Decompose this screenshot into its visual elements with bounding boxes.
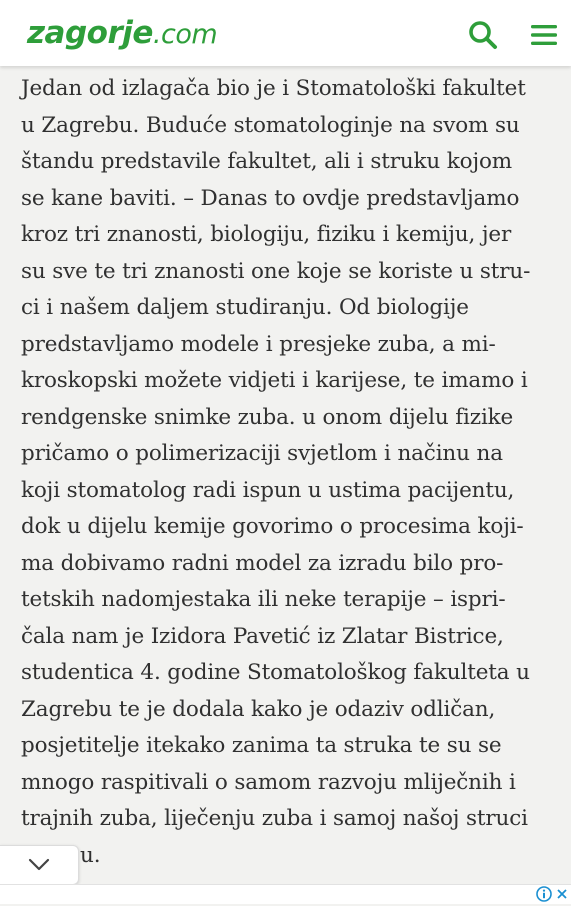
article-text-line: štandu predstavile fakultet, ali i struku kojom <box>21 149 512 174</box>
hamburger-menu-icon <box>528 20 560 50</box>
article-text-line: u Zagrebu. Buduće stomatologinje na svom su <box>21 113 520 138</box>
ad-close-button[interactable] <box>555 886 569 902</box>
article-text-line: predstavljamo modele i presjeke zuba, a mi- <box>21 332 496 357</box>
article-text-line: se kane baviti. – Danas to ovdje predstavljamo <box>21 186 520 211</box>
article-text-line: mnogo raspitivali o samom razvoju mliječnih i <box>21 770 516 795</box>
article-text-line: kroz tri znanosti, biologiju, fiziku i kemiju, jer <box>21 222 512 247</box>
article-text-line: tetskih nadomjestaka ili neke terapije – ispri- <box>21 587 506 612</box>
article-text-line: studentica 4. godine Stomatološkog fakulteta u <box>21 660 530 685</box>
article-text-line: posjetitelje itekako zanima ta struka te su se <box>21 733 502 758</box>
menu-button[interactable] <box>528 20 560 50</box>
logo-brand-text: zagorje <box>27 15 153 51</box>
site-logo[interactable] <box>27 14 217 54</box>
article-text-line: rendgenske snimke zuba. u onom dijelu fizike <box>21 405 514 430</box>
article-body <box>0 66 571 884</box>
article-text-line: čala nam je Izidora Pavetić iz Zlatar Bistrice, <box>21 624 504 649</box>
ad-info-button[interactable] <box>536 886 552 902</box>
article-text-line: ci i našem daljem studiranju. Od biologije <box>21 295 469 320</box>
close-icon <box>555 886 569 902</box>
article-text-line: trajnih zuba, liječenju zuba i samoj našoj struci <box>21 806 528 831</box>
article-text-line: Zagrebu te je dodala kako je odaziv odličan, <box>21 697 496 722</box>
collapse-ad-button[interactable] <box>0 845 79 885</box>
article-text-line: koji stomatolog radi ispun u ustima pacijentu, <box>21 478 515 503</box>
search-icon <box>466 18 500 52</box>
article-text-line: Jedan od izlagača bio je i Stomatološki fakultet <box>21 76 526 101</box>
info-icon <box>536 886 552 902</box>
search-button[interactable] <box>466 18 500 52</box>
article-text-line: ma dobivamo radni model za izradu bilo pro- <box>21 551 504 576</box>
article-text-line: pričamo o polimerizaciji svjetlom i načinu na <box>21 441 503 466</box>
article-text-line: u. <box>80 843 101 868</box>
article-text-line: dok u dijelu kemije govorimo o procesima koji- <box>21 514 524 539</box>
article-text-line: kroskopski možete vidjeti i karijese, te imamo i <box>21 368 528 393</box>
ad-banner <box>0 884 571 904</box>
site-header <box>0 0 571 66</box>
logo-tld-text: .com <box>152 19 218 50</box>
article-text-line: su sve te tri znanosti one koje se koriste u stru- <box>21 259 531 284</box>
chevron-down-icon <box>27 857 51 873</box>
